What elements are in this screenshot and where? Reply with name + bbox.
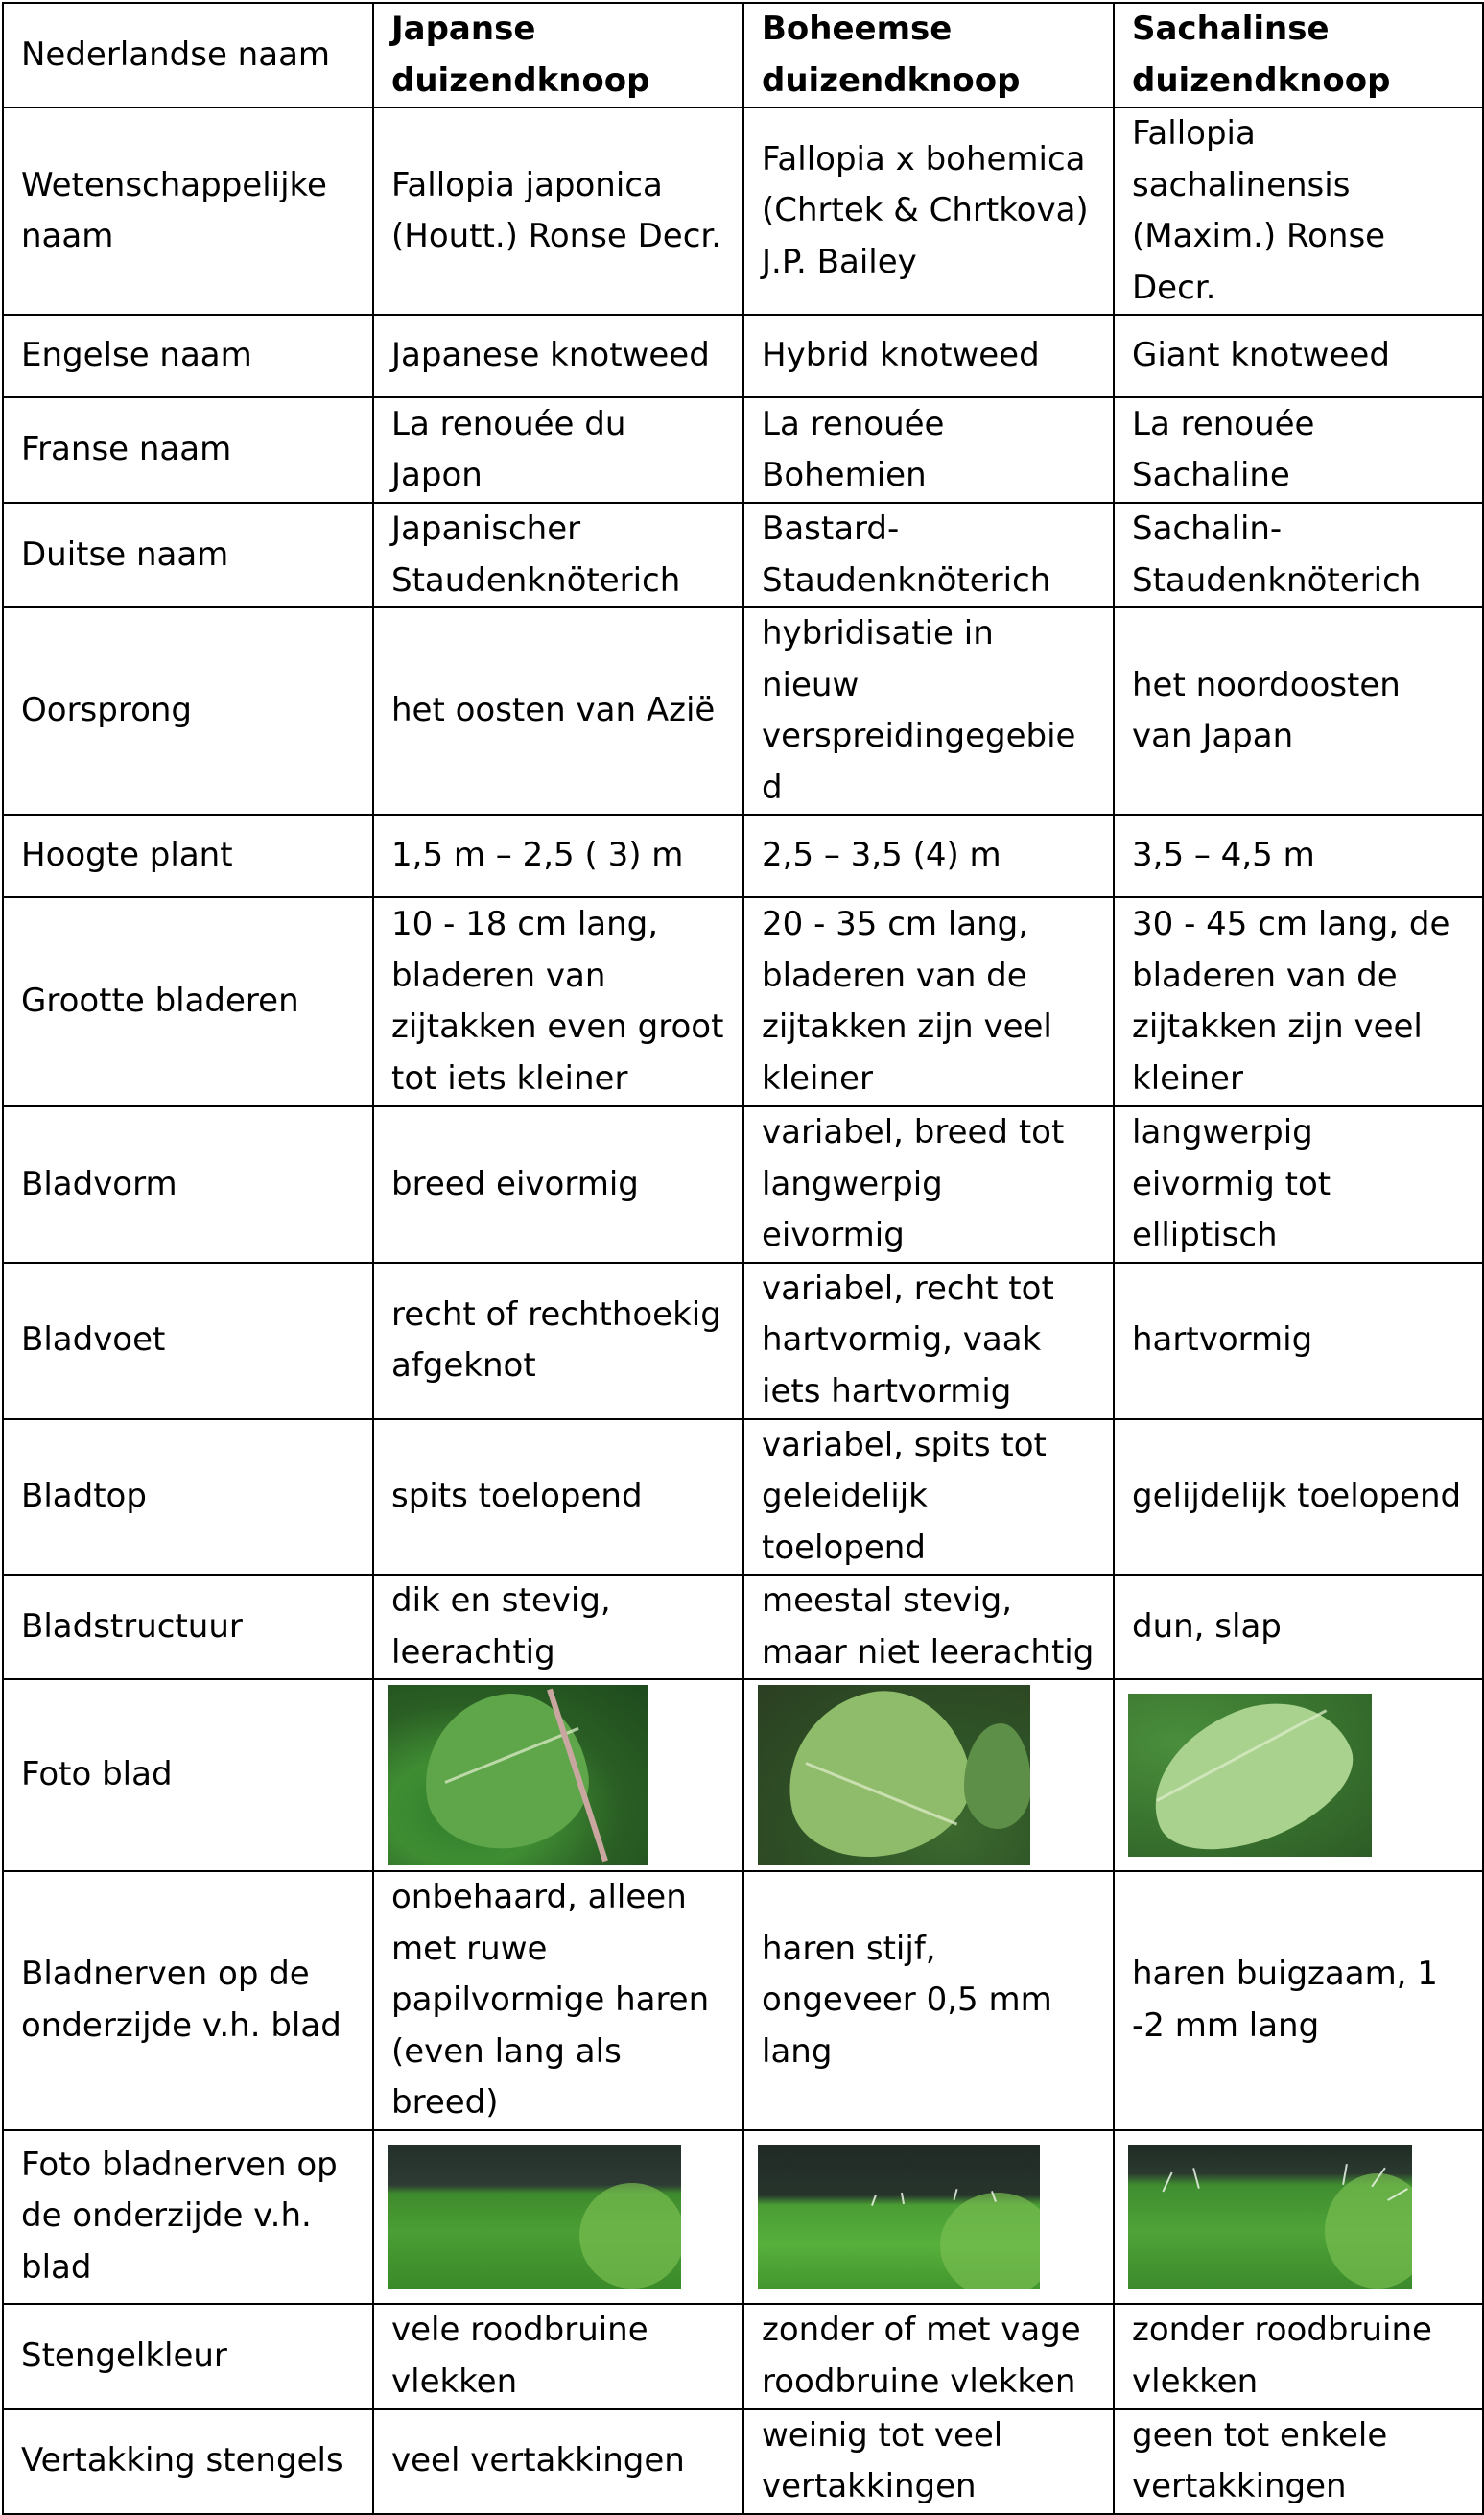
cell-sachalin: 3,5 – 4,5 m xyxy=(1114,815,1483,897)
cell-sachalin: zonder roodbruine vlekken xyxy=(1114,2304,1483,2409)
cell-bohemian: Bastard-Staudenknöterich xyxy=(743,503,1114,607)
cell-sachalin: gelijdelijk toelopend xyxy=(1114,1419,1483,1576)
cell-sachalin: dun, slap xyxy=(1114,1575,1483,1679)
cell-bohemian: weinig tot veel vertakkingen xyxy=(743,2409,1114,2514)
row-label: Grootte bladeren xyxy=(3,897,373,1106)
cell-sachalin: haren buigzaam, 1 -2 mm lang xyxy=(1114,1871,1483,2130)
row-label: Engelse naam xyxy=(3,315,373,397)
cell-bohemian: variabel, spits tot geleidelijk toelopend xyxy=(743,1419,1114,1576)
leaf-photo-sachalin xyxy=(1128,1694,1372,1857)
header-label: Nederlandse naam xyxy=(3,3,373,107)
cell-bohemian: hybridisatie in nieuw verspreidingegebied xyxy=(743,607,1114,815)
cell-bohemian: Hybrid knotweed xyxy=(743,315,1114,397)
row-label: Franse naam xyxy=(3,397,373,503)
cell-japanese: 10 - 18 cm lang, bladeren van zijtakken even groot tot iets kleiner xyxy=(373,897,743,1106)
species-japanese: Japanse duizendknoop xyxy=(373,3,743,107)
cell-japanese: Japanischer Staudenknöterich xyxy=(373,503,743,607)
cell-bohemian: 2,5 – 3,5 (4) m xyxy=(743,815,1114,897)
cell-bohemian: variabel, recht tot hartvormig, vaak iets hartvormig xyxy=(743,1263,1114,1419)
leaf-photo-japanese xyxy=(388,1685,648,1865)
cell-sachalin: langwerpig eivormig tot elliptisch xyxy=(1114,1106,1483,1263)
cell-japanese: 1,5 m – 2,5 ( 3) m xyxy=(373,815,743,897)
cell-japanese: onbehaard, alleen met ruwe papilvormige haren (even lang als breed) xyxy=(373,1871,743,2130)
row-label: Bladtop xyxy=(3,1419,373,1576)
table-row xyxy=(3,1871,1483,2130)
cell-japanese: veel vertakkingen xyxy=(373,2409,743,2514)
table-row xyxy=(3,815,1483,897)
cell-sachalin: het noordoosten van Japan xyxy=(1114,607,1483,815)
cell-japanese: dik en stevig, leerachtig xyxy=(373,1575,743,1679)
table-row xyxy=(3,607,1483,815)
cell-bohemian: meestal stevig, maar niet leerachtig xyxy=(743,1575,1114,1679)
table-row xyxy=(3,1106,1483,1263)
table-row xyxy=(3,107,1483,315)
table-row xyxy=(3,1263,1483,1419)
nerve-photo-bohemian xyxy=(758,2145,1040,2289)
row-label: Bladstructuur xyxy=(3,1575,373,1679)
photo-nerves-row xyxy=(3,2130,1483,2304)
row-label: Hoogte plant xyxy=(3,815,373,897)
cell-sachalin: geen tot enkele vertakkingen xyxy=(1114,2409,1483,2514)
cell-sachalin: La renouée Sachaline xyxy=(1114,397,1483,503)
photo-leaf-row xyxy=(3,1679,1483,1871)
row-label: Bladvorm xyxy=(3,1106,373,1263)
cell-sachalin: hartvormig xyxy=(1114,1263,1483,1419)
table-row xyxy=(3,397,1483,503)
cell-japanese: spits toelopend xyxy=(373,1419,743,1576)
knotweed-comparison-table xyxy=(2,2,1484,2515)
nerve-photo-sachalin xyxy=(1128,2145,1412,2289)
table-row xyxy=(3,2409,1483,2514)
row-label: Stengelkleur xyxy=(3,2304,373,2409)
cell-bohemian: zonder of met vage roodbruine vlekken xyxy=(743,2304,1114,2409)
row-label: Bladnerven op de onderzijde v.h. blad xyxy=(3,1871,373,2130)
row-label: Wetenschappelijke naam xyxy=(3,107,373,315)
cell-japanese: Fallopia japonica (Houtt.) Ronse Decr. xyxy=(373,107,743,315)
cell-bohemian: variabel, breed tot langwerpig eivormig xyxy=(743,1106,1114,1263)
row-label: Bladvoet xyxy=(3,1263,373,1419)
nerve-photo-japanese xyxy=(388,2145,681,2289)
cell-sachalin: Giant knotweed xyxy=(1114,315,1483,397)
table-row xyxy=(3,2304,1483,2409)
cell-japanese: recht of rechthoekig afgeknot xyxy=(373,1263,743,1419)
row-label: Foto blad xyxy=(3,1679,373,1871)
cell-sachalin: Sachalin-Staudenknöterich xyxy=(1114,503,1483,607)
cell-sachalin: 30 - 45 cm lang, de bladeren van de zijtakken zijn veel kleiner xyxy=(1114,897,1483,1106)
cell-japanese: Japanese knotweed xyxy=(373,315,743,397)
row-label: Duitse naam xyxy=(3,503,373,607)
species-bohemian: Boheemse duizendknoop xyxy=(743,3,1114,107)
row-label: Foto bladnerven op de onderzijde v.h. blad xyxy=(3,2130,373,2304)
table-row xyxy=(3,897,1483,1106)
table-row xyxy=(3,503,1483,607)
row-label: Vertakking stengels xyxy=(3,2409,373,2514)
cell-japanese: het oosten van Azië xyxy=(373,607,743,815)
cell-bohemian: haren stijf, ongeveer 0,5 mm lang xyxy=(743,1871,1114,2130)
table-row xyxy=(3,1575,1483,1679)
cell-japanese: vele roodbruine vlekken xyxy=(373,2304,743,2409)
table-row xyxy=(3,1419,1483,1576)
row-label: Oorsprong xyxy=(3,607,373,815)
cell-sachalin: Fallopia sachalinensis (Maxim.) Ronse Decr. xyxy=(1114,107,1483,315)
cell-japanese: breed eivormig xyxy=(373,1106,743,1263)
cell-bohemian: 20 - 35 cm lang, bladeren van de zijtakken zijn veel kleiner xyxy=(743,897,1114,1106)
cell-bohemian: Fallopia x bohemica (Chrtek & Chrtkova) J.P. Bailey xyxy=(743,107,1114,315)
header-row xyxy=(3,3,1483,107)
cell-bohemian: La renouée Bohemien xyxy=(743,397,1114,503)
cell-japanese: La renouée du Japon xyxy=(373,397,743,503)
table-row xyxy=(3,315,1483,397)
leaf-photo-bohemian xyxy=(758,1685,1030,1865)
species-sachalin: Sachalinse duizendknoop xyxy=(1114,3,1483,107)
